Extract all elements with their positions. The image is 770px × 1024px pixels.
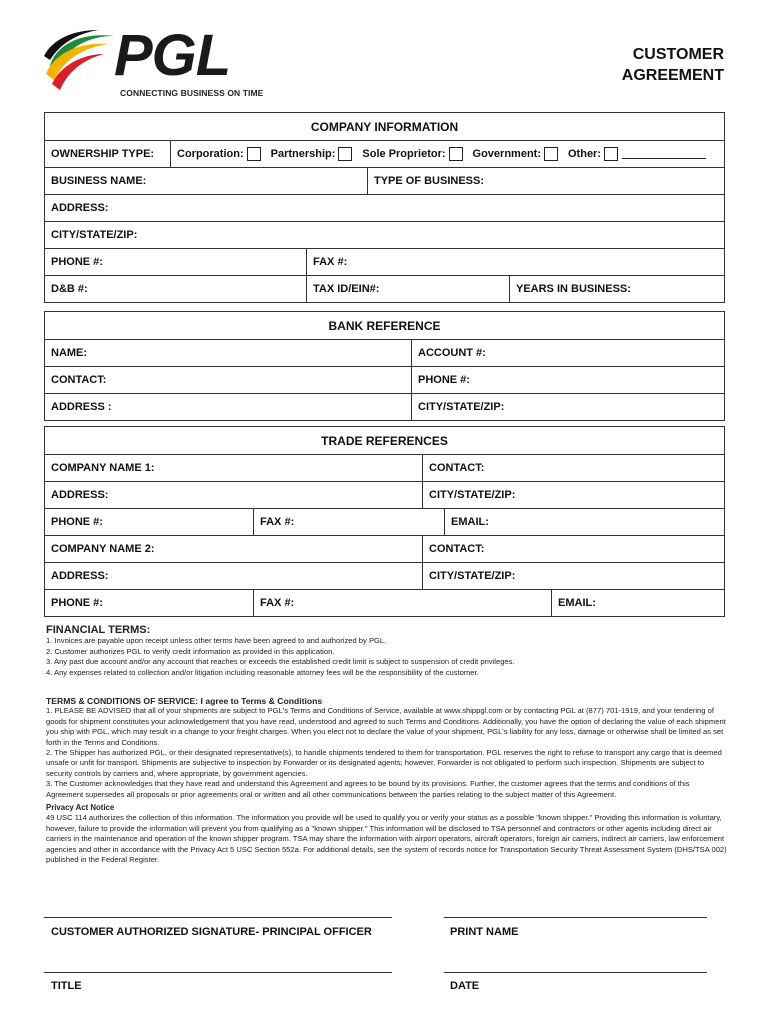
phone-field[interactable]: PHONE #: <box>51 256 103 268</box>
other-blank-field[interactable] <box>622 149 706 159</box>
trade-phone-2-field[interactable]: PHONE #: <box>51 597 103 609</box>
title-label: TITLE <box>51 980 82 992</box>
ownership-options <box>170 141 724 167</box>
bank-reference-heading: BANK REFERENCE <box>328 318 441 333</box>
financial-term-item: 3. Any past due account and/or any account that reaches or exceeds the established credit limit is subject to suspension of credit privileges. <box>46 657 515 667</box>
bank-account-field[interactable]: ACCOUNT #: <box>411 340 724 366</box>
city-state-zip-field[interactable]: CITY/STATE/ZIP: <box>51 229 138 241</box>
trade-references-section <box>44 426 725 617</box>
trade-address-1-field[interactable]: ADDRESS: <box>51 489 109 501</box>
ownership-type-label: OWNERSHIP TYPE: <box>51 148 155 160</box>
government-checkbox[interactable] <box>544 147 558 161</box>
financial-term-item: 4. Any expenses related to collection and/or litigation including reasonable attorney fees will be the responsibility of the customer. <box>46 667 479 677</box>
fax-field[interactable]: FAX #: <box>306 249 724 275</box>
option-corporation[interactable] <box>177 147 261 161</box>
partnership-checkbox[interactable] <box>338 147 352 161</box>
bank-phone-field[interactable]: PHONE #: <box>411 367 724 393</box>
terms-paragraph-2: 2. The Shipper has authorized PGL, or their designated representative(s), to handle shipments tendered to them for transportation. PGL reserves the right to refuse to transport any cargo that is deemed unsafe or unfit for transport. Shipments are subjective to inspection by Forwarder or its designated agents; however, Forwarder is not obligated to perform such inspection. Shipments are subject to security controls by carriers and, where appropriate, by government agencies. <box>46 748 722 778</box>
logo-tagline: CONNECTING BUSINESS ON TIME <box>120 88 264 98</box>
bank-address-field[interactable]: ADDRESS : <box>51 401 112 413</box>
financial-terms-section <box>46 625 728 678</box>
option-partnership-label: Partnership: <box>270 148 336 160</box>
bank-contact-field[interactable]: CONTACT: <box>51 374 107 386</box>
trade-references-heading: TRADE REFERENCES <box>321 433 448 448</box>
trade-company-1-field[interactable]: COMPANY NAME 1: <box>51 462 155 474</box>
option-partnership[interactable] <box>271 147 353 161</box>
trade-phone-1-field[interactable]: PHONE #: <box>51 516 103 528</box>
signature-label: CUSTOMER AUTHORIZED SIGNATURE- PRINCIPAL OFFICER <box>51 926 372 938</box>
title-line-1: CUSTOMER <box>632 46 724 63</box>
terms-paragraph-1: 1. PLEASE BE ADVISED that all of your shipments are subject to PGL's Terms and Conditions of Service, available at www.shippgl.com or by contacting PGL at (877) 701-1919, and your tendering of goods for shipment constitutes your acknowledgement that you have read, understood and agreed to such Terms and Conditions. Additionally, you have the option of declaring the value of each shipment you ship with PGL, which may result in a change to your freight charges. When you elect not to declare the value of your shipment, PGL's liability for any loss, damage or otherwise shall be limited as set forth in the Terms and Conditions. <box>46 706 726 747</box>
corporation-checkbox[interactable] <box>247 147 261 161</box>
trade-city-state-zip-1-field[interactable]: CITY/STATE/ZIP: <box>422 482 724 508</box>
option-government[interactable] <box>473 147 558 161</box>
date-label: DATE <box>450 980 480 992</box>
bank-reference-section <box>44 311 725 421</box>
logo-swoosh-icon <box>42 26 122 96</box>
sole-proprietor-checkbox[interactable] <box>449 147 463 161</box>
date-line[interactable] <box>444 972 707 973</box>
trade-fax-2-field[interactable]: FAX #: <box>253 590 551 616</box>
trade-contact-2-field[interactable]: CONTACT: <box>422 536 724 562</box>
other-checkbox[interactable] <box>604 147 618 161</box>
terms-conditions-heading: TERMS & CONDITIONS OF SERVICE: I agree to Terms & Conditions <box>46 696 323 706</box>
print-name-label: PRINT NAME <box>450 926 519 938</box>
document-title <box>622 44 724 86</box>
bank-city-state-zip-field[interactable]: CITY/STATE/ZIP: <box>411 394 724 420</box>
terms-paragraph-3: 3. The Customer acknowledges that they have read and understand this Agreement and agrees to be bound by its provisions. Further, the customer agrees that the terms and conditions of this Agreement supersedes all proposals or prior agreements oral or written and all other communications between the parties relating to the subject matter of this Agreement. <box>46 779 690 799</box>
trade-email-2-field[interactable]: EMAIL: <box>551 590 724 616</box>
trade-fax-1-field[interactable]: FAX #: <box>253 509 444 535</box>
trade-company-2-field[interactable]: COMPANY NAME 2: <box>51 543 155 555</box>
dnb-field[interactable]: D&B #: <box>51 283 88 295</box>
signature-line[interactable] <box>44 917 392 918</box>
terms-conditions-section <box>46 696 728 866</box>
privacy-act-text: 49 USC 114 authorizes the collection of this information. The information you provide will be used to qualify you or verify your status as a possible "known shipper." Providing this information is voluntary, however, failure to provide the information will prevent you from qualifying as a "known shipper." This information will be disclosed to TSA personnel and contractors or other agents including direct air carriers in the maintenance and operation of the known shipper program. TSA may share the information with airport operators, aircraft operators, foreign air carriers, indirect air carriers, law enforcement agencies and other in accordance with the Privacy Act 5 USC Section 552a. For additional details, see the system of records notice for Transportation Security Threat Assessment System (DHS/TSA 002) published in the Federal Register. <box>46 813 727 865</box>
business-name-field[interactable]: BUSINESS NAME: <box>51 175 147 187</box>
option-corporation-label: Corporation: <box>177 148 244 160</box>
tax-id-field[interactable]: TAX ID/EIN#: <box>306 276 509 302</box>
trade-email-1-field[interactable]: EMAIL: <box>444 509 724 535</box>
financial-terms-heading: FINANCIAL TERMS: <box>46 624 151 636</box>
trade-address-2-field[interactable]: ADDRESS: <box>51 570 109 582</box>
title-line-2: AGREEMENT <box>621 67 724 84</box>
pgl-logo <box>42 23 292 102</box>
financial-term-item: 2. Customer authorizes PGL to verify credit information as provided in this application. <box>46 646 335 656</box>
trade-city-state-zip-2-field[interactable]: CITY/STATE/ZIP: <box>422 563 724 589</box>
option-government-label: Government: <box>472 148 541 160</box>
address-field[interactable]: ADDRESS: <box>51 202 109 214</box>
years-in-business-field[interactable]: YEARS IN BUSINESS: <box>509 276 724 302</box>
company-information-heading: COMPANY INFORMATION <box>310 119 459 134</box>
option-other-label: Other: <box>568 148 601 160</box>
option-sole-proprietor-label: Sole Proprietor: <box>362 148 446 160</box>
type-of-business-field[interactable]: TYPE OF BUSINESS: <box>367 168 724 194</box>
option-other[interactable] <box>568 147 706 161</box>
bank-name-field[interactable]: NAME: <box>51 347 88 359</box>
option-sole-proprietor[interactable] <box>362 147 462 161</box>
trade-contact-1-field[interactable]: CONTACT: <box>422 455 724 481</box>
privacy-act-heading: Privacy Act Notice <box>46 803 115 813</box>
company-information-section <box>44 112 725 303</box>
title-line[interactable] <box>44 972 392 973</box>
print-name-line[interactable] <box>444 917 707 918</box>
logo-text: PGL <box>114 23 231 88</box>
financial-term-item: 1. Invoices are payable upon receipt unless other terms have been agreed to and authorized by PGL. <box>46 636 387 646</box>
